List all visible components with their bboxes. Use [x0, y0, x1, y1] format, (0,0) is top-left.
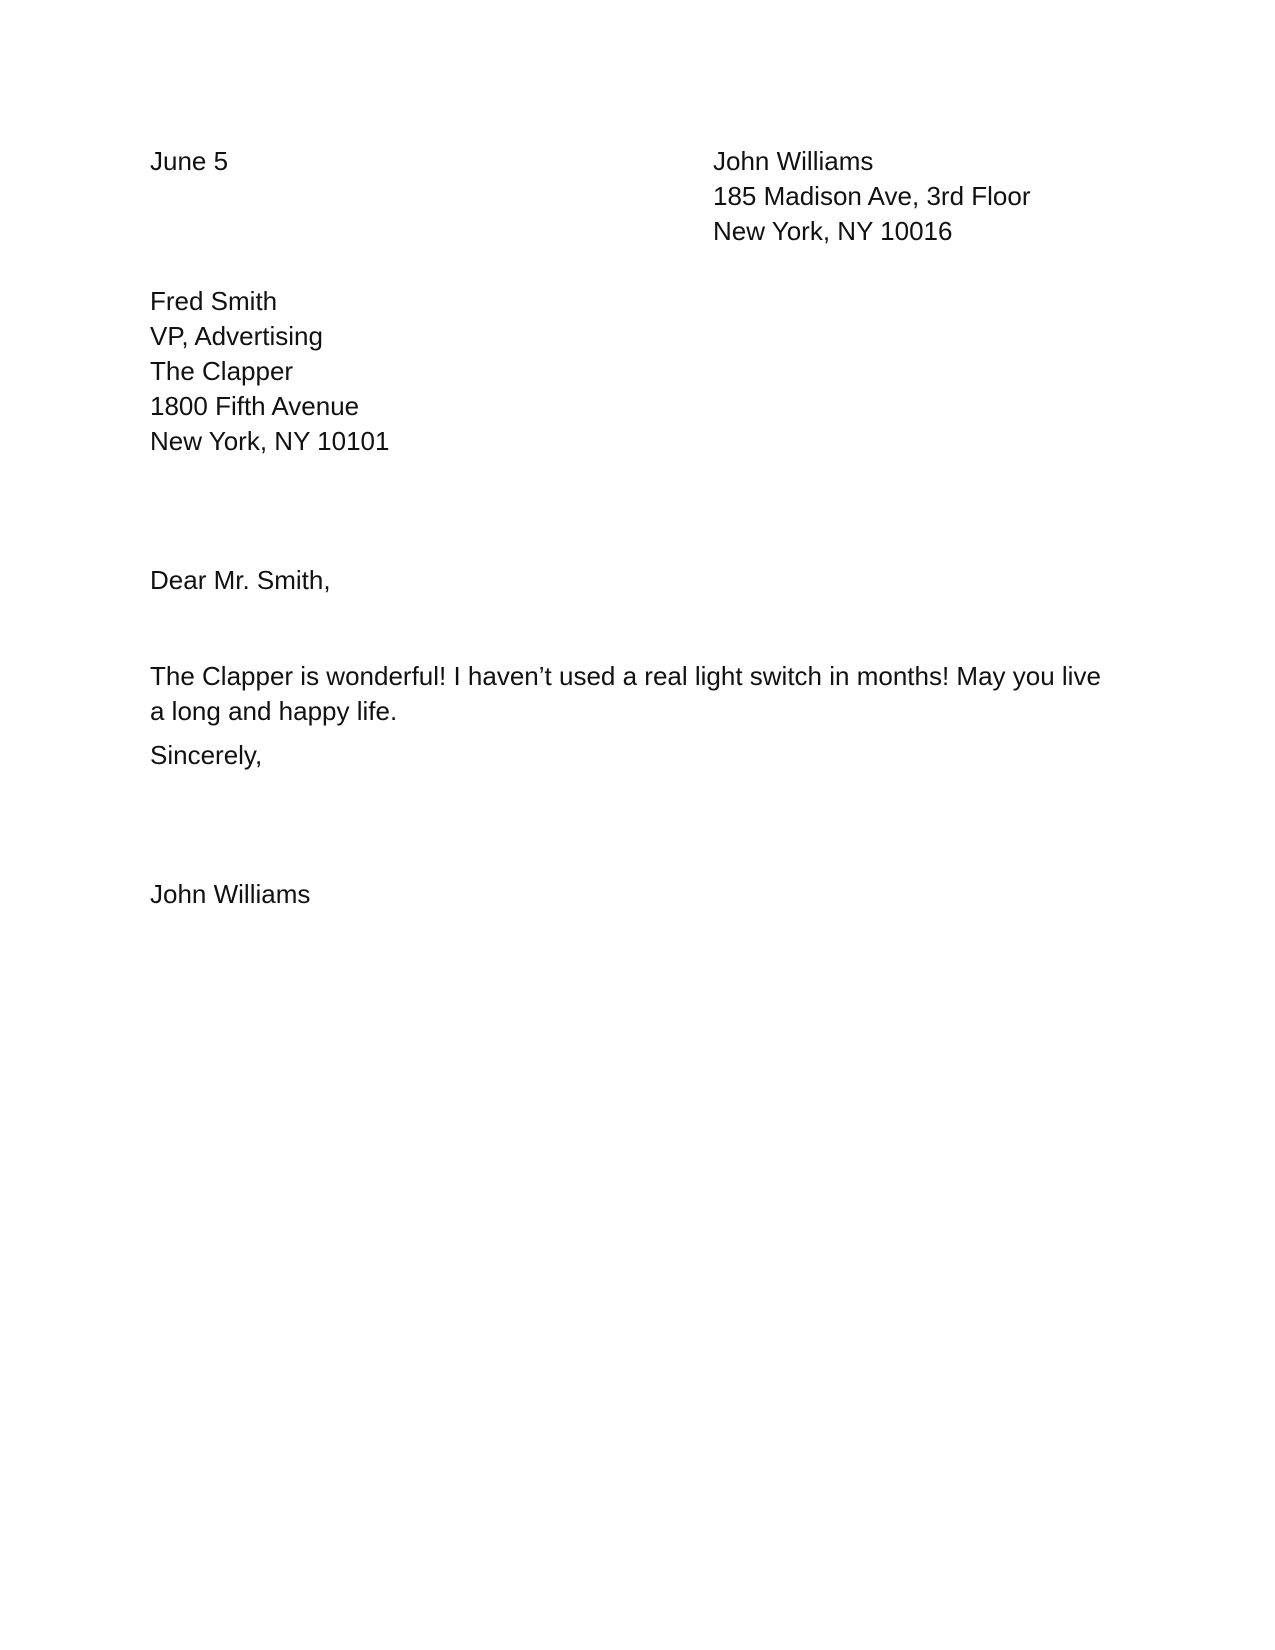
recipient-company: The Clapper	[150, 356, 294, 386]
salutation: Dear Mr. Smith,	[150, 565, 331, 595]
recipient-title: VP, Advertising	[150, 321, 323, 351]
recipient-address-line2: New York, NY 10101	[150, 426, 390, 456]
letter-date: June 5	[150, 146, 229, 176]
recipient-name: Fred Smith	[150, 286, 278, 316]
signature-name: John Williams	[150, 879, 311, 909]
sender-address-line1: 185 Madison Ave, 3rd Floor	[713, 181, 1031, 211]
letter-body: The Clapper is wonderful! I haven’t used a real light switch in months! May you live a long and happy life.	[150, 661, 1101, 726]
sender-name: John Williams	[713, 146, 874, 176]
sender-address-block	[713, 144, 1030, 249]
closing: Sincerely,	[150, 740, 263, 770]
recipient-address-block	[150, 284, 389, 459]
sender-address-line2: New York, NY 10016	[713, 216, 953, 246]
recipient-address-line1: 1800 Fifth Avenue	[150, 391, 360, 421]
